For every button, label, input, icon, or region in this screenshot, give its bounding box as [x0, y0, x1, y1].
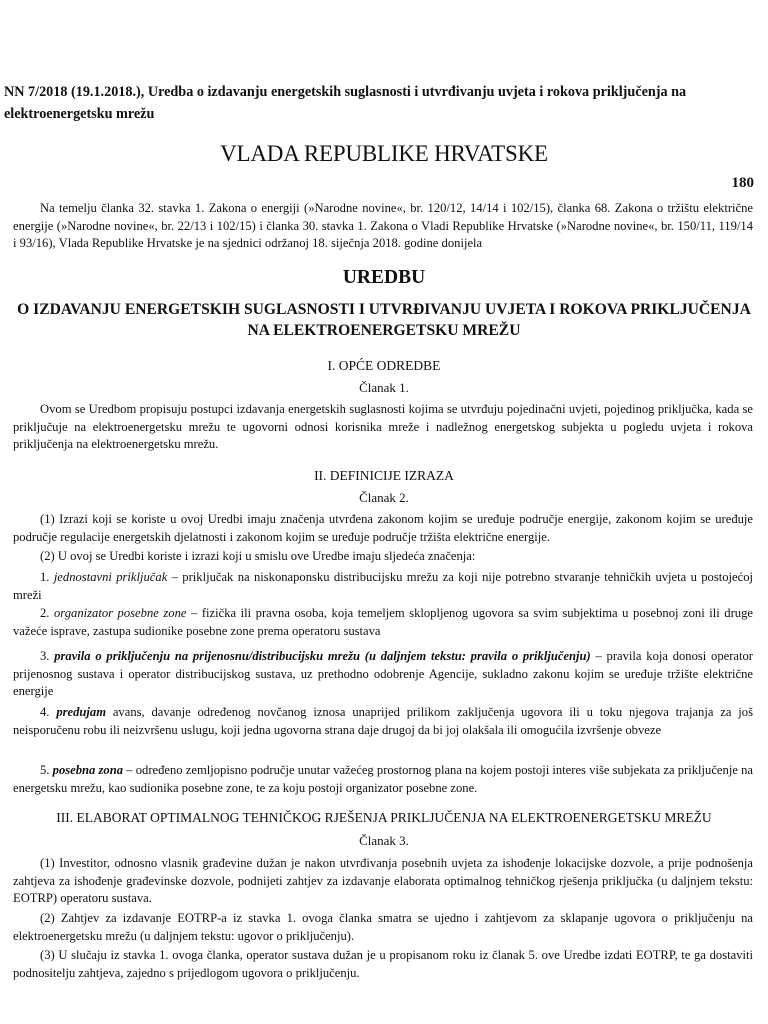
section-title-3: III. ELABORAT OPTIMALNOG TEHNIČKOG RJEŠENJA PRIKLJUČENJA NA ELEKTROENERGETSKU MREŽU	[56, 810, 712, 825]
document-number: 180	[731, 175, 754, 191]
definition-term: predujam	[56, 705, 106, 719]
article-3-heading: Članak 3.	[359, 833, 409, 848]
article-2-heading: Članak 2.	[359, 490, 409, 505]
definition-item	[13, 648, 753, 701]
definition-number: 1.	[40, 570, 50, 584]
article-1-paragraph: Ovom se Uredbom propisuju postupci izdavanja energetskih suglasnosti kojima se utvrđuju pojedinačni uvjeti, pojedinog priključka, kada se priključuje na elektroenergetsku mrežu te ugovorni odnosi korisnika mreže i nadležnog energetskog subjekta u pogledu uvjeta i rokova priključenja na elektroenergetsku mrežu.	[13, 402, 753, 451]
section-title-1: I. OPĆE ODREDBE	[327, 358, 441, 373]
definition-item	[13, 569, 753, 604]
article-3-paragraph-2: (2) Zahtjev za izdavanje EOTRP-a iz stavka 1. ovoga članka smatra se ujedno i zahtjevom za sklapanje ugovora o priključenju na elektroenergetsku mrežu (u daljnjem tekstu: ugovor o priključenju).	[13, 911, 753, 943]
definition-term: posebna zona	[52, 763, 124, 777]
definition-term: pravila o priključenju na prijenosnu/distribucijsku mrežu (u daljnjem tekstu: pravila o priključenju)	[54, 649, 591, 663]
section-title-2: II. DEFINICIJE IZRAZA	[314, 468, 454, 483]
article-1-heading: Članak 1.	[359, 380, 409, 395]
definition-number: 3.	[40, 649, 50, 663]
definition-item	[13, 704, 753, 739]
article-2-paragraph-1: (1) Izrazi koji se koriste u ovoj Uredbi imaju značenja utvrđena zakonom kojim se uređuje područje energije, zakonom kojim se uređuje područje regulacije energetskih djelatnosti i zakonom kojim se uređuje područje tržišta električne energije.	[13, 512, 753, 544]
government-title: VLADA REPUBLIKE HRVATSKE	[220, 141, 548, 166]
article-3-paragraph-1: (1) Investitor, odnosno vlasnik građevine dužan je nakon utvrđivanja posebnih uvjeta za ishođenje lokacijske dozvole, a prije podnošenja zahtjeva za ishođenje građevinske dozvole, podnijeti zahtjev za izdavanje elaborata optimalnog tehničkog rješenja priključka (u daljnjem tekstu: EOTRP) operatoru sustava.	[13, 856, 753, 905]
definition-text: – priključak na niskonaponsku distribucijsku mrežu za koji nije potrebno stvaranje tehničkih uvjeta u postojećoj mreži	[13, 570, 753, 602]
regulation-heading: UREDBU	[342, 267, 426, 288]
definition-text: avans, davanje određenog novčanog iznosa unaprijed prilikom zaključenja ugovora ili u toku njegova trajanja za još neisporučenu robu ili neizvršenu uslugu, koji jedna ugovorna strana daje drugoj da bi joj olakšala ili omogućila izvršenje obveze	[13, 705, 753, 737]
definition-number: 2.	[40, 606, 50, 620]
definition-text: – pravila koja donosi operator prijenosnog sustava i operator distribucijskog sustava, uz prethodno odobrenje Agencije, sukladno zakonu kojim se uređuje tržište električne energije	[13, 649, 753, 698]
article-2-paragraph-2: (2) U ovoj se Uredbi koriste i izrazi koji u smislu ove Uredbe imaju sljedeća značenja:	[40, 549, 476, 563]
preamble: Na temelju članka 32. stavka 1. Zakona o energiji (»Narodne novine«, br. 120/12, 14/14 i 102/15), članka 68. Zakona o tržištu električne energije (»Narodne novine«, br. 22/13 i 102/15) i članka 30. stavka 1. Zakona o Vladi Republike Hrvatske (»Narodne novine«, br. 150/11, 119/14 i 93/16), Vlada Republike Hrvatske je na sjednici održanoj 18. siječnja 2018. godine donijela	[13, 201, 753, 250]
definition-item	[13, 762, 753, 797]
document-header	[4, 81, 760, 125]
definition-text: – određeno zemljopisno područje unutar važećeg prostornog plana na kojem postoji interes više subjekata za priključenje na energetsku mrežu, kao sudionika posebne zone, te za koju postoji organizator posebne zone.	[13, 763, 753, 795]
regulation-subtitle: O IZDAVANJU ENERGETSKIH SUGLASNOSTI I UTVRĐIVANJU UVJETA I ROKOVA PRIKLJUČENJA NA ELEKTROENERGETSKU MREŽU	[17, 301, 751, 339]
header-line-2: elektroenergetsku mrežu	[4, 106, 155, 122]
definition-term: organizator posebne zone	[54, 606, 187, 620]
definition-item	[13, 605, 753, 640]
definition-term: jednostavni priključak	[53, 570, 168, 584]
definition-number: 4.	[40, 705, 50, 719]
header-line-1: NN 7/2018 (19.1.2018.), Uredba o izdavanju energetskih suglasnosti i utvrđivanju uvjeta i rokova priključenja na	[4, 84, 687, 100]
definition-number: 5.	[40, 763, 50, 777]
definition-text: – fizička ili pravna osoba, koja temeljem sklopljenog ugovora sa svim subjektima u posebnoj zoni ili druge važeće isprave, zastupa sudionike posebne zone prema operatoru sustava	[13, 606, 753, 638]
article-3-paragraph-3: (3) U slučaju iz stavka 1. ovoga članka, operator sustava dužan je u propisanom roku iz članak 5. ove Uredbe izdati EOTRP, te ga dostaviti podnositelju zahtjeva, zajedno s prijedlogom ugovora o priključenju.	[13, 948, 753, 980]
